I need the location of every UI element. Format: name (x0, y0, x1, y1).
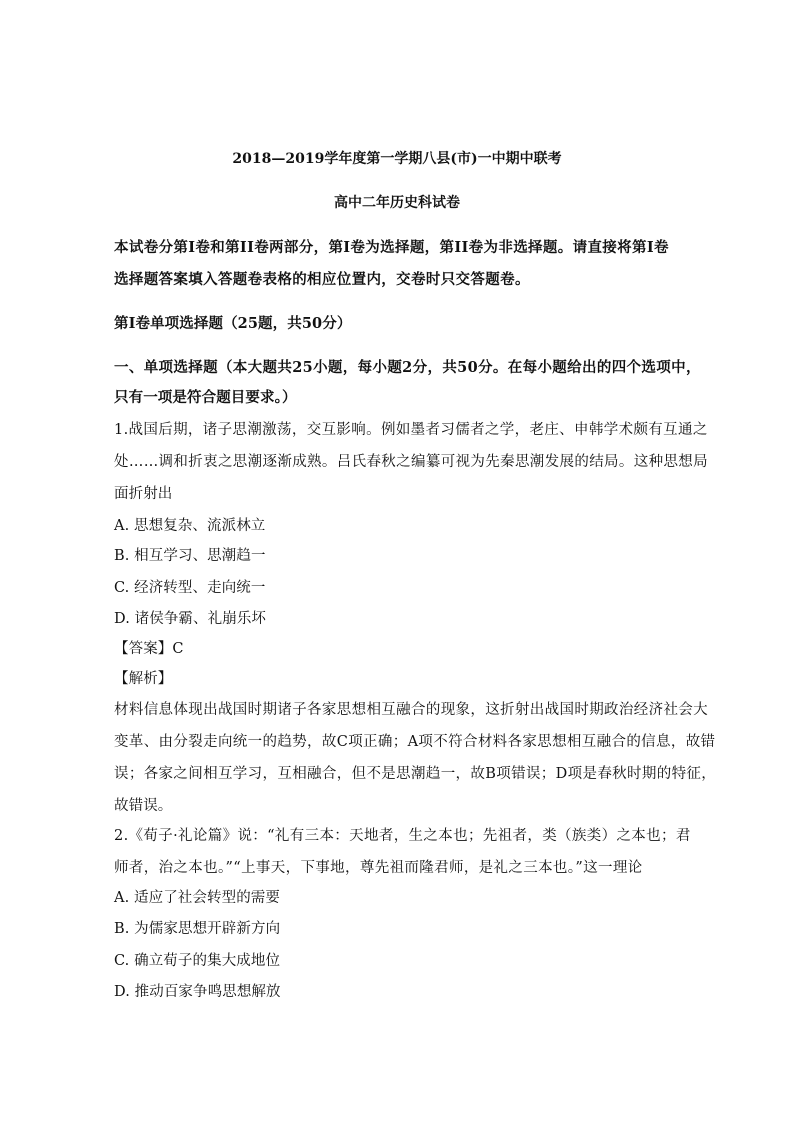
question-1-analysis: 故错误。 (114, 798, 173, 814)
question-1-option-d: D. 诸侯争霸、礼崩乐坏 (114, 611, 267, 627)
question-1-stem: 1.战国后期，诸子思潮激荡，交互影响。例如墨者习儒者之学，老庄、申韩学术颇有互通之 (114, 422, 708, 438)
question-2-option-a: A. 适应了社会转型的需要 (114, 890, 280, 906)
question-1-answer: 【答案】C (114, 641, 184, 657)
question-2-option-d: D. 推动百家争鸣思想解放 (114, 984, 281, 1000)
instruction-line: 本试卷分第Ⅰ卷和第II卷两部分，第Ⅰ卷为选择题，第II卷为非选择题。请直接将第Ⅰ卷 (114, 239, 669, 256)
question-1-option-c: C. 经济转型、走向统一 (114, 580, 266, 596)
document-title: 2018—2019学年度第一学期八县(市)一中期中联考 (232, 151, 562, 167)
question-1-analysis: 误；各家之间相互学习，互相融合，但不是思潮趋一，故B项错误；D项是春秋时期的特征， (114, 766, 717, 782)
question-2-stem: 师者，治之本也。”“上事天，下事地，尊先祖而隆君师，是礼之三本也。”这一理论 (114, 860, 643, 876)
question-1-stem: 面折射出 (114, 486, 173, 502)
part-heading: 只有一项是符合题目要求。） (114, 389, 297, 406)
instruction-line: 选择题答案填入答题卷表格的相应位置内，交卷时只交答题卷。 (114, 271, 530, 288)
document-subtitle: 高中二年历史科试卷 (334, 195, 460, 211)
question-1-analysis: 变革、由分裂走向统一的趋势，故C项正确；A项不符合材料各家思想相互融合的信息，故错 (114, 734, 716, 750)
question-2-option-b: B. 为儒家思想开辟新方向 (114, 921, 281, 937)
question-2-stem: 2.《荀子·礼论篇》说：“礼有三本：天地者，生之本也；先祖者，类（族类）之本也；君 (114, 828, 691, 844)
question-2-option-c: C. 确立荀子的集大成地位 (114, 953, 281, 969)
question-1-analysis: 材料信息体现出战国时期诸子各家思想相互融合的现象，这折射出战国时期政治经济社会大 (114, 702, 708, 718)
question-1-option-a: A. 思想复杂、流派林立 (114, 518, 266, 534)
part-heading: 一、单项选择题（本大题共25小题，每小题2分，共50分。在每小题给出的四个选项中， (114, 359, 701, 376)
question-1-stem: 处……调和折衷之思潮逐渐成熟。吕氏春秋之编纂可视为先秦思潮发展的结局。这种思想局 (114, 454, 708, 470)
question-1-analysis-label: 【解析】 (114, 671, 173, 687)
question-1-option-b: B. 相互学习、思潮趋一 (114, 548, 266, 564)
section-heading: 第Ⅰ卷单项选择题（25题，共50分） (114, 315, 352, 332)
